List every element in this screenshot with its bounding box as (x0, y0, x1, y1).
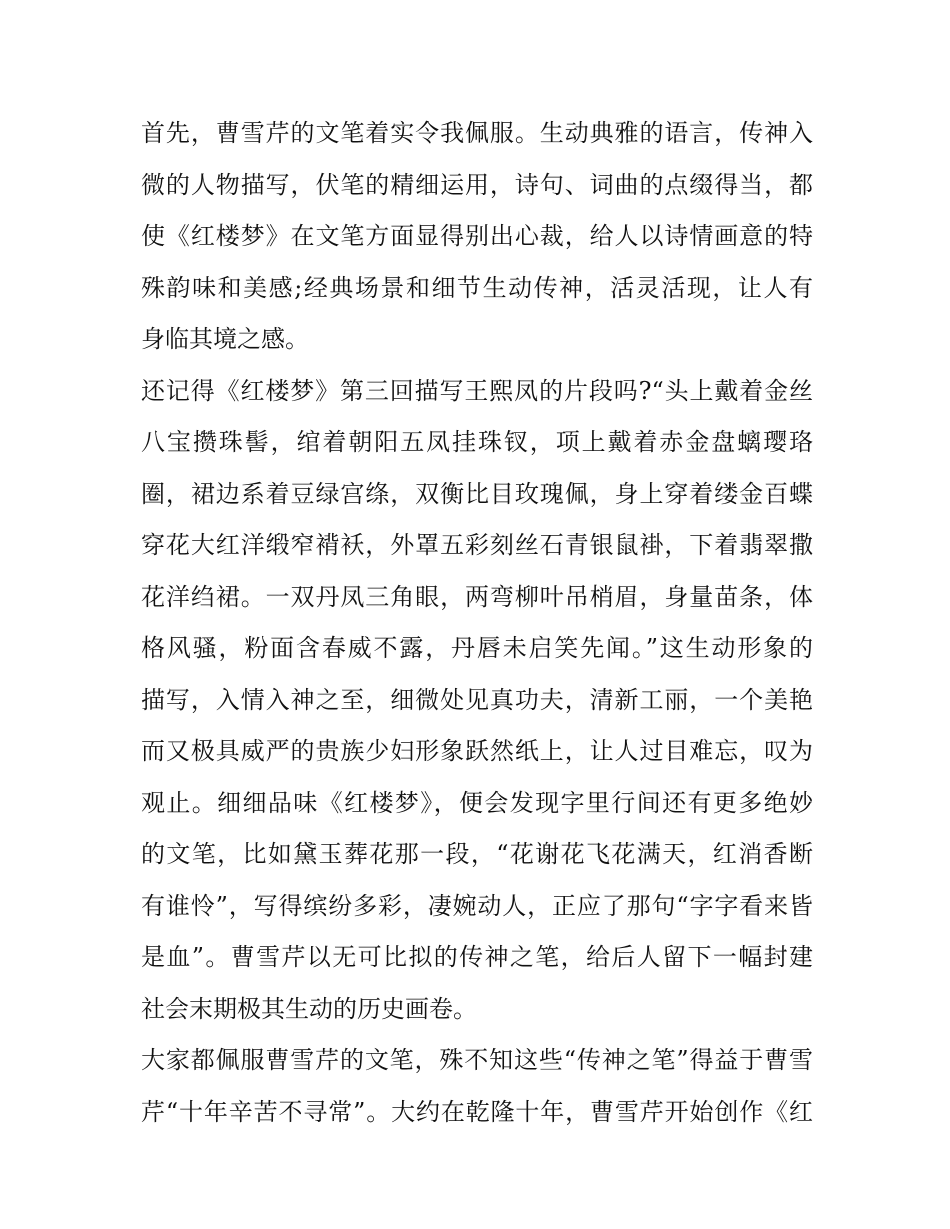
text-line: 八宝攒珠髻，绾着朝阳五凤挂珠钗，项上戴着赤金盘螭璎珞 (141, 428, 813, 456)
text-line: 芹“十年辛苦不寻常”。大约在乾隆十年，曹雪芹开始创作《红 (141, 1097, 813, 1126)
text-line: 大家都佩服曹雪芹的文笔，殊不知这些“传神之笔”得益于曹雪 (141, 1046, 813, 1074)
text-line: 殊韵味和美感;经典场景和细节生动传神，活灵活现，让人有 (141, 273, 813, 302)
text-line: 有谁怜”，写得缤纷多彩，凄婉动人，正应了那句“字字看来皆 (141, 891, 813, 920)
paragraph-1 (141, 108, 813, 366)
text-line: 是血”。曹雪芹以无可比拟的传神之笔，给后人留下一幅封建 (141, 943, 813, 971)
text-line: 而又极具威严的贵族少妇形象跃然纸上，让人过目难忘，叹为 (141, 737, 813, 765)
text-line: 身临其境之感。 (141, 325, 309, 353)
text-line: 使《红楼梦》在文笔方面显得别出心裁，给人以诗情画意的特 (141, 222, 813, 250)
text-line: 圈，裙边系着豆绿宫绦，双衡比目玫瑰佩，身上穿着缕金百蝶 (141, 479, 813, 508)
text-line: 观止。细细品味《红楼梦》，便会发现字里行间还有更多绝妙 (141, 788, 813, 817)
text-line: 穿花大红洋缎窄褙袄，外罩五彩刻丝石青银鼠褂，下着翡翠撒 (141, 531, 813, 559)
text-line: 微的人物描写，伏笔的精细运用，诗句、词曲的点缀得当，都 (141, 170, 813, 199)
paragraph-3 (141, 1035, 813, 1138)
text-line: 社会末期极其生动的历史画卷。 (141, 994, 477, 1023)
text-line: 的文笔，比如黛玉葬花那一段，“花谢花飞花满天，红消香断 (141, 840, 813, 868)
text-line: 格风骚，粉面含春威不露，丹唇未启笑先闻。”这生动形象的 (141, 634, 813, 662)
document-body (141, 108, 813, 1138)
paragraph-2 (141, 366, 813, 1036)
text-line: 首先，曹雪芹的文笔着实令我佩服。生动典雅的语言，传神入 (141, 119, 813, 147)
text-line: 花洋绉裙。一双丹凤三角眼，两弯柳叶吊梢眉，身量苗条，体 (141, 582, 813, 611)
text-line: 还记得《红楼梦》第三回描写王熙凤的片段吗?“头上戴着金丝 (141, 376, 813, 405)
text-line: 描写，入情入神之至，细微处见真功夫，清新工丽，一个美艳 (141, 685, 813, 714)
